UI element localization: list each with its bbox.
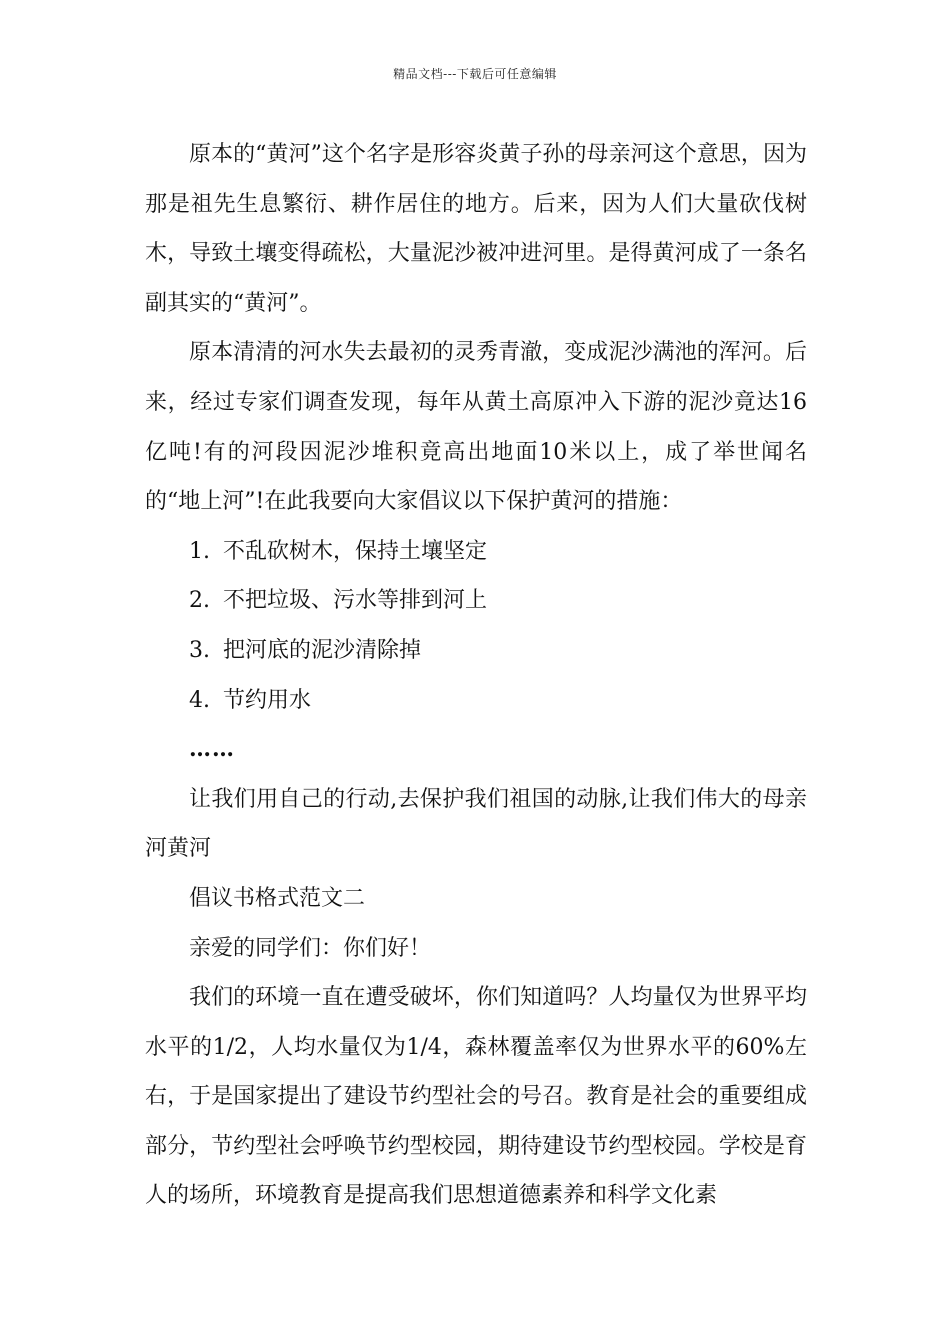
list-number: 3. <box>189 637 210 663</box>
paragraph-yellow-river-name: 原本的“黄河”这个名字是形容炎黄子孙的母亲河这个意思，因为那是祖先生息繁衍、耕作居住的地方。后来，因为人们大量砍伐树木，导致土壤变得疏松，大量泥沙被冲进河里。是得黄河成了一条名副其实的“黄河”。 <box>145 142 807 316</box>
page-header: 精品文档---下载后可任意编辑 <box>393 67 557 81</box>
paragraph-environment: 我们的环境一直在遭受破坏，你们知道吗？人均量仅为世界平均水平的1/2，人均水量仅为1/4，森林覆盖率仅为世界水平的60%左右，于是国家提出了建设节约型社会的号召。教育是社会的重要组成部分，节约型社会呼唤节约型校园，期待建设节约型校园。学校是育人的场所，环境教育是提高我们思想道德素养和科学文化素 <box>145 985 807 1209</box>
paragraph-sediment: 原本清清的河水失去最初的灵秀青澈，变成泥沙满池的浑河。后来，经过专家们调查发现，每年从黄土高原冲入下游的泥沙竟达16亿吨!有的河段因泥沙堆积竟高出地面10米以上，成了举世闻名的“地上河”!在此我要向大家倡议以下保护黄河的措施： <box>145 340 807 515</box>
greeting: 亲爱的同学们：你们好！ <box>189 935 432 961</box>
list-number: 4. <box>189 687 210 713</box>
list-text: 不把垃圾、污水等排到河上 <box>223 588 488 614</box>
list-item <box>145 576 807 626</box>
section-heading: 倡议书格式范文二 <box>189 885 366 911</box>
list-text: 把河底的泥沙清除掉 <box>223 637 422 663</box>
list-text: 不乱砍树木，保持土壤坚定 <box>223 538 488 564</box>
list-number: 1. <box>189 538 210 564</box>
list-number: 2. <box>189 588 210 614</box>
list-item <box>145 626 807 676</box>
document-body <box>145 130 807 1221</box>
list-item <box>145 527 807 577</box>
list-text: 节约用水 <box>223 687 312 713</box>
list-item <box>145 676 807 726</box>
ellipsis: …… <box>189 736 235 763</box>
paragraph-call-to-action: 让我们用自己的行动,去保护我们祖国的动脉,让我们伟大的母亲河黄河 <box>145 786 807 862</box>
